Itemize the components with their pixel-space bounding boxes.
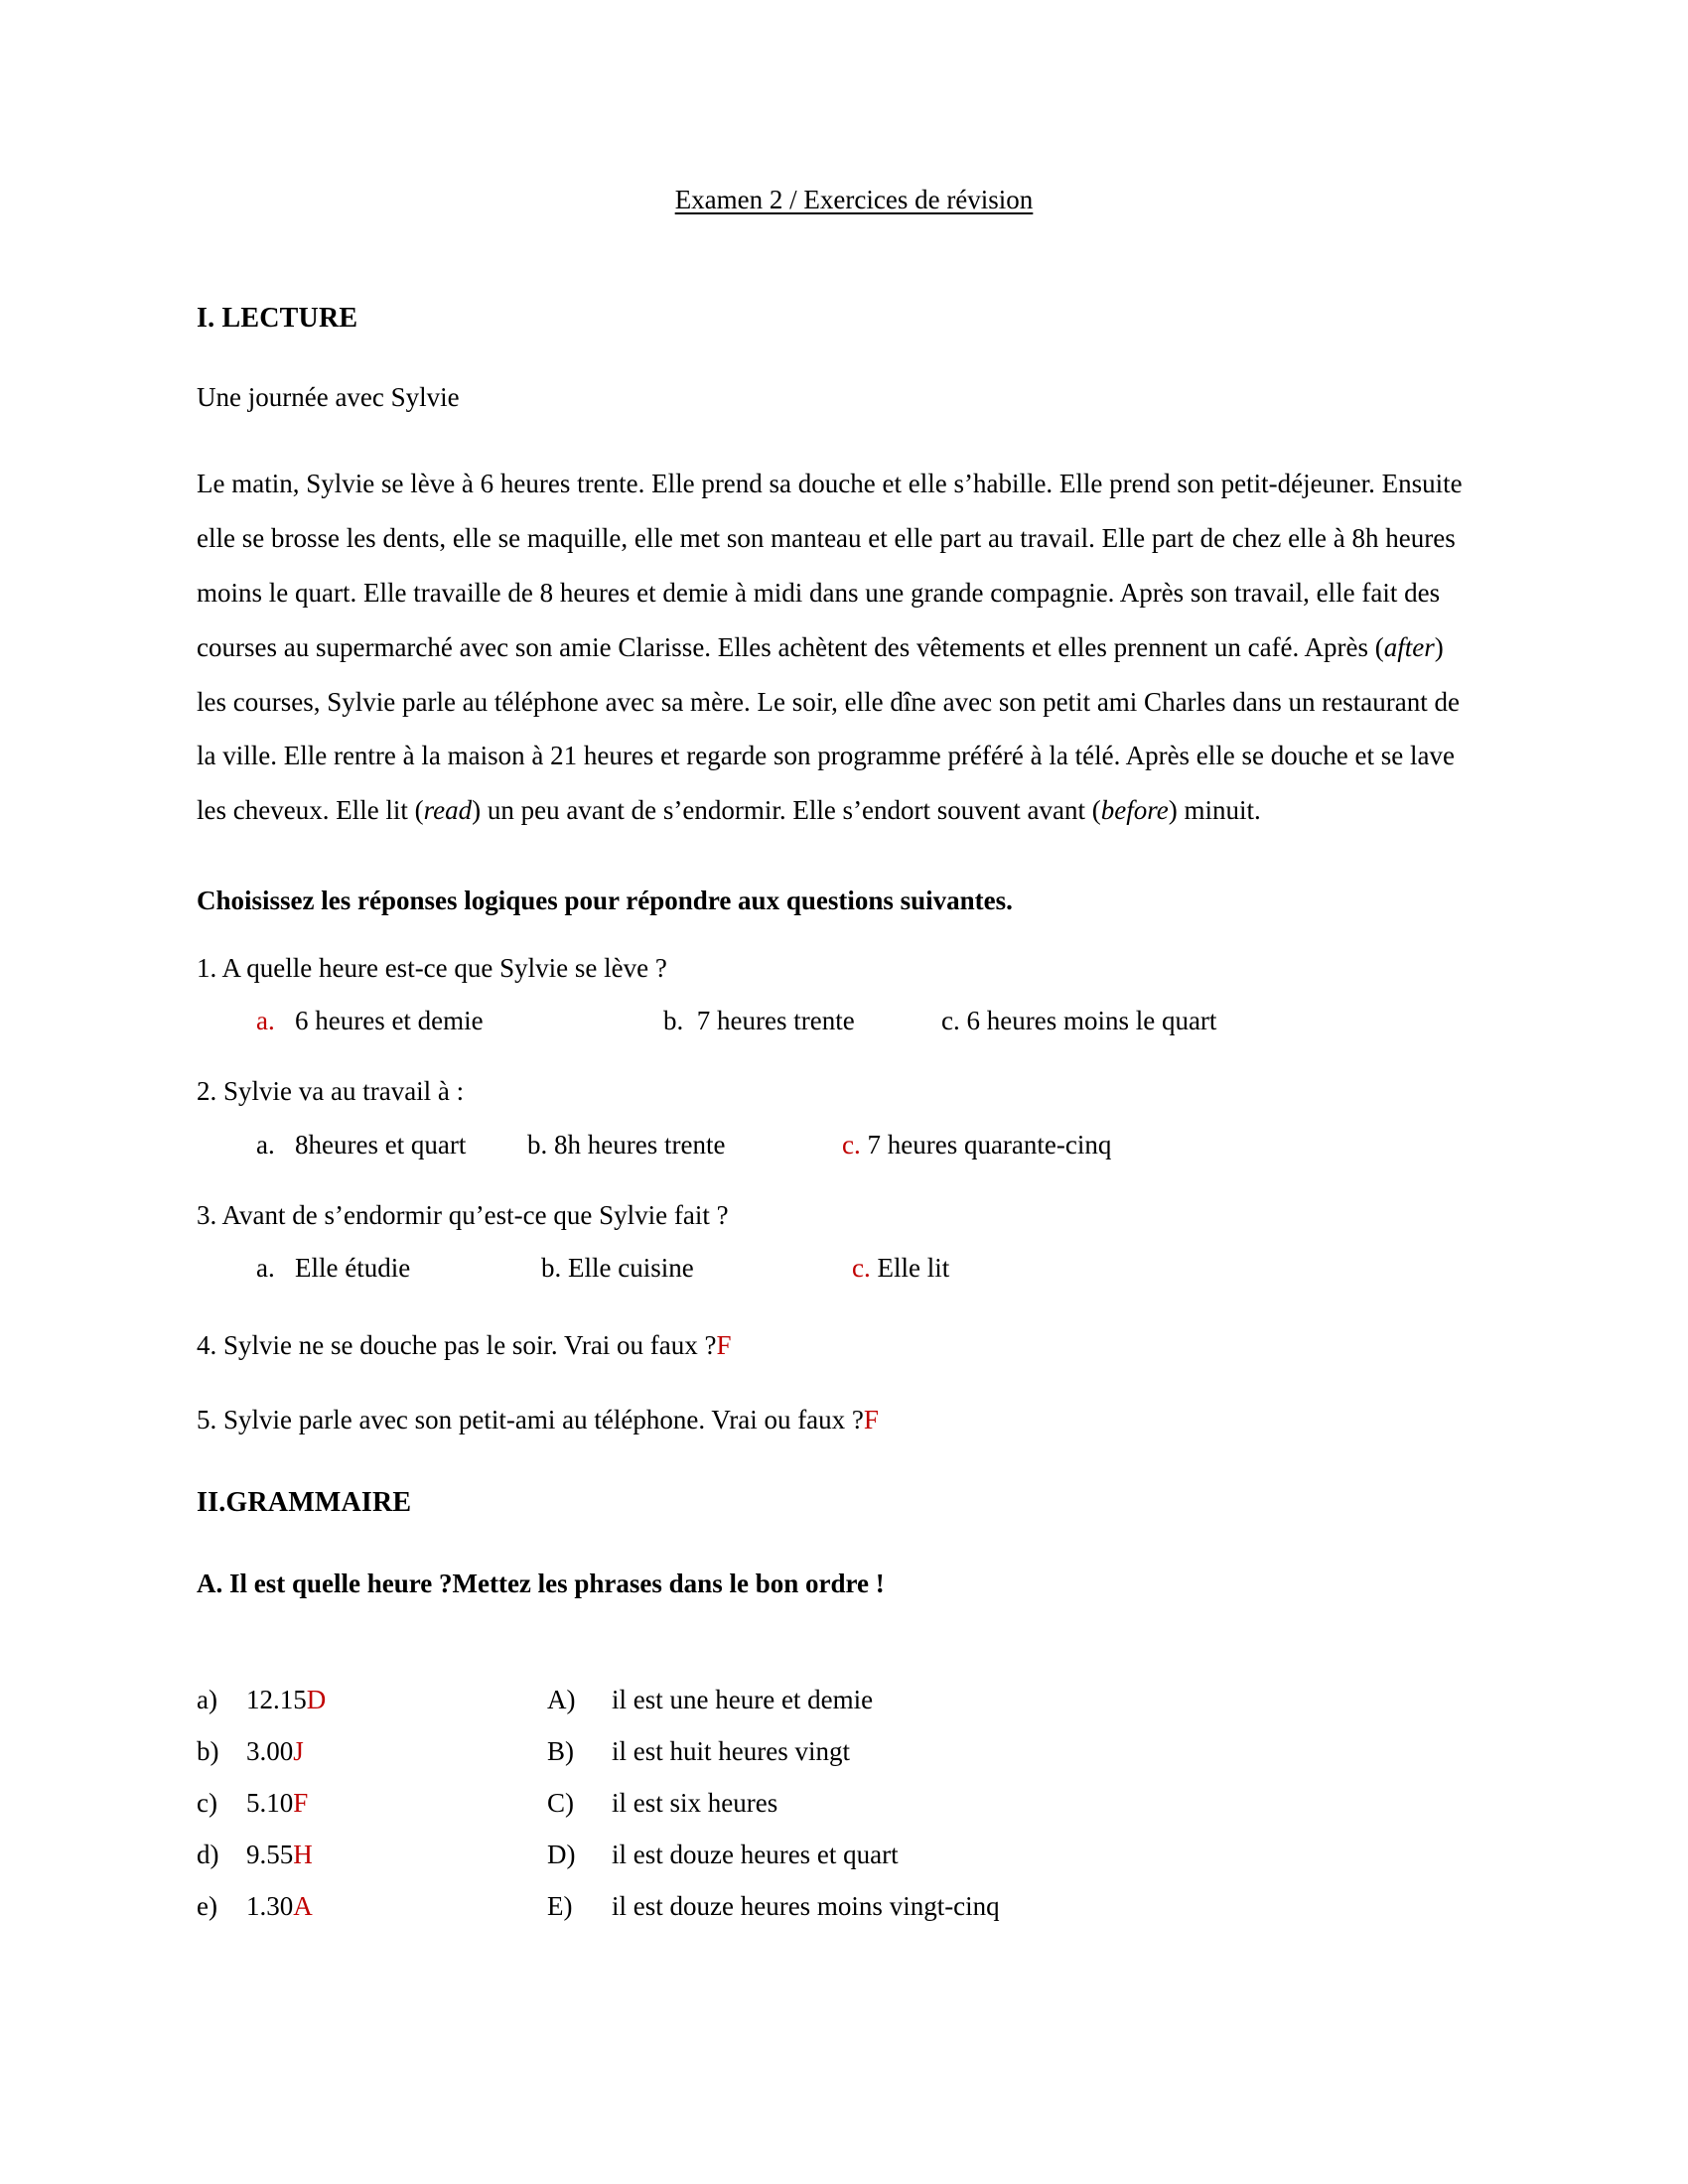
- gloss-after: after: [1383, 631, 1435, 662]
- option-c[interactable]: [941, 1006, 1216, 1036]
- left-item-answer: J: [293, 1736, 304, 1767]
- option-c[interactable]: [842, 1130, 1111, 1160]
- left-item-time: 5.10: [246, 1788, 294, 1819]
- right-item-text[interactable]: il est huit heures vingt: [612, 1736, 850, 1767]
- matching-row: [197, 1840, 1477, 1891]
- left-item-label: e): [197, 1891, 217, 1922]
- question-item: [197, 1073, 1489, 1162]
- right-item-label: C): [547, 1788, 574, 1819]
- left-item-label: a): [197, 1685, 217, 1715]
- left-item-time: 1.30: [246, 1891, 294, 1922]
- reading-passage: [197, 457, 1471, 838]
- left-item-value[interactable]: [246, 1840, 313, 1870]
- question-options: [197, 1006, 1489, 1039]
- option-c-label: c.: [941, 1006, 960, 1036]
- option-c-label: c.: [852, 1253, 871, 1284]
- exercise-a-instruction: A. Il est quelle heure ?Mettez les phrases dans le bon ordre !: [197, 1569, 885, 1599]
- option-b-text: Elle cuisine: [568, 1253, 694, 1284]
- option-c-text: Elle lit: [877, 1253, 950, 1284]
- left-item-value[interactable]: [246, 1891, 313, 1922]
- option-a-label: a.: [256, 1253, 275, 1284]
- question-options: [197, 1253, 1489, 1287]
- section-heading-lecture: I. LECTURE: [197, 303, 358, 335]
- questions-instruction: Choisissez les réponses logiques pour répondre aux questions suivantes.: [197, 885, 1013, 915]
- option-c-label: c.: [842, 1129, 861, 1160]
- left-item-time: 9.55: [246, 1840, 294, 1870]
- true-false-item: [197, 1330, 1489, 1361]
- question-text: 2. Sylvie va au travail à :: [197, 1076, 465, 1107]
- option-b-label: b.: [541, 1253, 562, 1284]
- matching-row: [197, 1685, 1477, 1736]
- right-item-text[interactable]: il est douze heures moins vingt-cinq: [612, 1891, 1000, 1922]
- document-title-text: Examen 2 / Exercices de révision: [674, 185, 1034, 214]
- option-c[interactable]: [852, 1253, 949, 1284]
- option-c-text: 7 heures quarante-cinq: [867, 1129, 1112, 1160]
- option-a[interactable]: [256, 1253, 410, 1284]
- option-b[interactable]: [541, 1253, 694, 1284]
- right-item-label: B): [547, 1736, 574, 1767]
- option-b[interactable]: [663, 1006, 855, 1036]
- option-a-text: 6 heures et demie: [294, 1006, 484, 1036]
- option-b-label: b.: [527, 1129, 548, 1160]
- left-item-time: 12.15: [246, 1685, 307, 1715]
- passage-part-2: ) les courses, Sylvie parle au téléphone avec sa mère. Le soir, elle dîne avec son petit ami Charles dans un restaurant de la ville. Elle rentre à la maison à 21 heures et regarde son programme préféré à la télé. Après elle se douche et se lave les cheveux. Elle lit (: [197, 631, 1460, 826]
- option-a[interactable]: [256, 1006, 484, 1036]
- option-b-text: 7 heures trente: [696, 1006, 855, 1036]
- left-item-answer: H: [293, 1840, 313, 1870]
- true-false-answer: F: [863, 1405, 879, 1435]
- matching-row: [197, 1891, 1477, 1943]
- option-a-text: Elle étudie: [294, 1253, 411, 1284]
- passage-part-4: ) minuit.: [1168, 795, 1261, 826]
- true-false-item: [197, 1405, 1489, 1435]
- right-item-text[interactable]: il est douze heures et quart: [612, 1840, 899, 1870]
- left-item-time: 3.00: [246, 1736, 294, 1767]
- left-item-label: b): [197, 1736, 219, 1767]
- option-c-text: 6 heures moins le quart: [966, 1006, 1217, 1036]
- matching-exercise: [197, 1685, 1477, 1943]
- true-false-text: 4. Sylvie ne se douche pas le soir. Vrai ou faux ?: [197, 1330, 717, 1361]
- option-b-text: 8h heures trente: [554, 1129, 726, 1160]
- right-item-label: D): [547, 1840, 576, 1870]
- reading-subtitle: Une journée avec Sylvie: [197, 382, 460, 413]
- true-false-text: 5. Sylvie parle avec son petit-ami au téléphone. Vrai ou faux ?: [197, 1405, 864, 1435]
- right-item-label: E): [547, 1891, 573, 1922]
- matching-row: [197, 1736, 1477, 1788]
- option-b[interactable]: [527, 1130, 725, 1160]
- option-a[interactable]: [256, 1130, 466, 1160]
- right-item-label: A): [547, 1685, 576, 1715]
- left-item-value[interactable]: [246, 1685, 326, 1715]
- option-a-label: a.: [256, 1129, 275, 1160]
- left-item-label: d): [197, 1840, 219, 1870]
- true-false-answer: F: [716, 1330, 732, 1361]
- gloss-before: before: [1100, 795, 1169, 826]
- section-heading-grammaire: II.GRAMMAIRE: [197, 1487, 412, 1519]
- gloss-read: read: [423, 795, 473, 826]
- right-item-text[interactable]: il est une heure et demie: [612, 1685, 874, 1715]
- question-text: 1. A quelle heure est-ce que Sylvie se lève ?: [197, 952, 667, 983]
- option-b-label: b.: [663, 1006, 684, 1036]
- option-a-label: a.: [256, 1006, 275, 1036]
- passage-part-1: Le matin, Sylvie se lève à 6 heures trente. Elle prend sa douche et elle s’habille. Elle prend son petit-déjeuner. Ensuite elle se brosse les dents, elle se maquille, elle met son manteau et elle part au travail. Elle part de chez elle à 8h heures moins le quart. Elle travaille de 8 heures et demie à midi dans une grande compagnie. Après son travail, elle fait des courses au supermarché avec son amie Clarisse. Elles achètent des vêtements et elles prennent un café. Après (: [197, 469, 1463, 662]
- question-text: 3. Avant de s’endormir qu’est-ce que Sylvie fait ?: [197, 1199, 729, 1230]
- left-item-answer: F: [293, 1788, 309, 1819]
- question-item: [197, 950, 1489, 1039]
- left-item-value[interactable]: [246, 1736, 304, 1767]
- option-a-text: 8heures et quart: [294, 1129, 467, 1160]
- document-title: [218, 184, 1489, 215]
- passage-part-3: ) un peu avant de s’endormir. Elle s’endort souvent avant (: [472, 795, 1101, 826]
- left-item-value[interactable]: [246, 1788, 308, 1819]
- question-options: [197, 1130, 1489, 1163]
- left-item-answer: A: [293, 1891, 313, 1922]
- matching-row: [197, 1788, 1477, 1840]
- question-item: [197, 1197, 1489, 1287]
- right-item-text[interactable]: il est six heures: [612, 1788, 778, 1819]
- left-item-answer: D: [306, 1685, 327, 1715]
- left-item-label: c): [197, 1788, 217, 1819]
